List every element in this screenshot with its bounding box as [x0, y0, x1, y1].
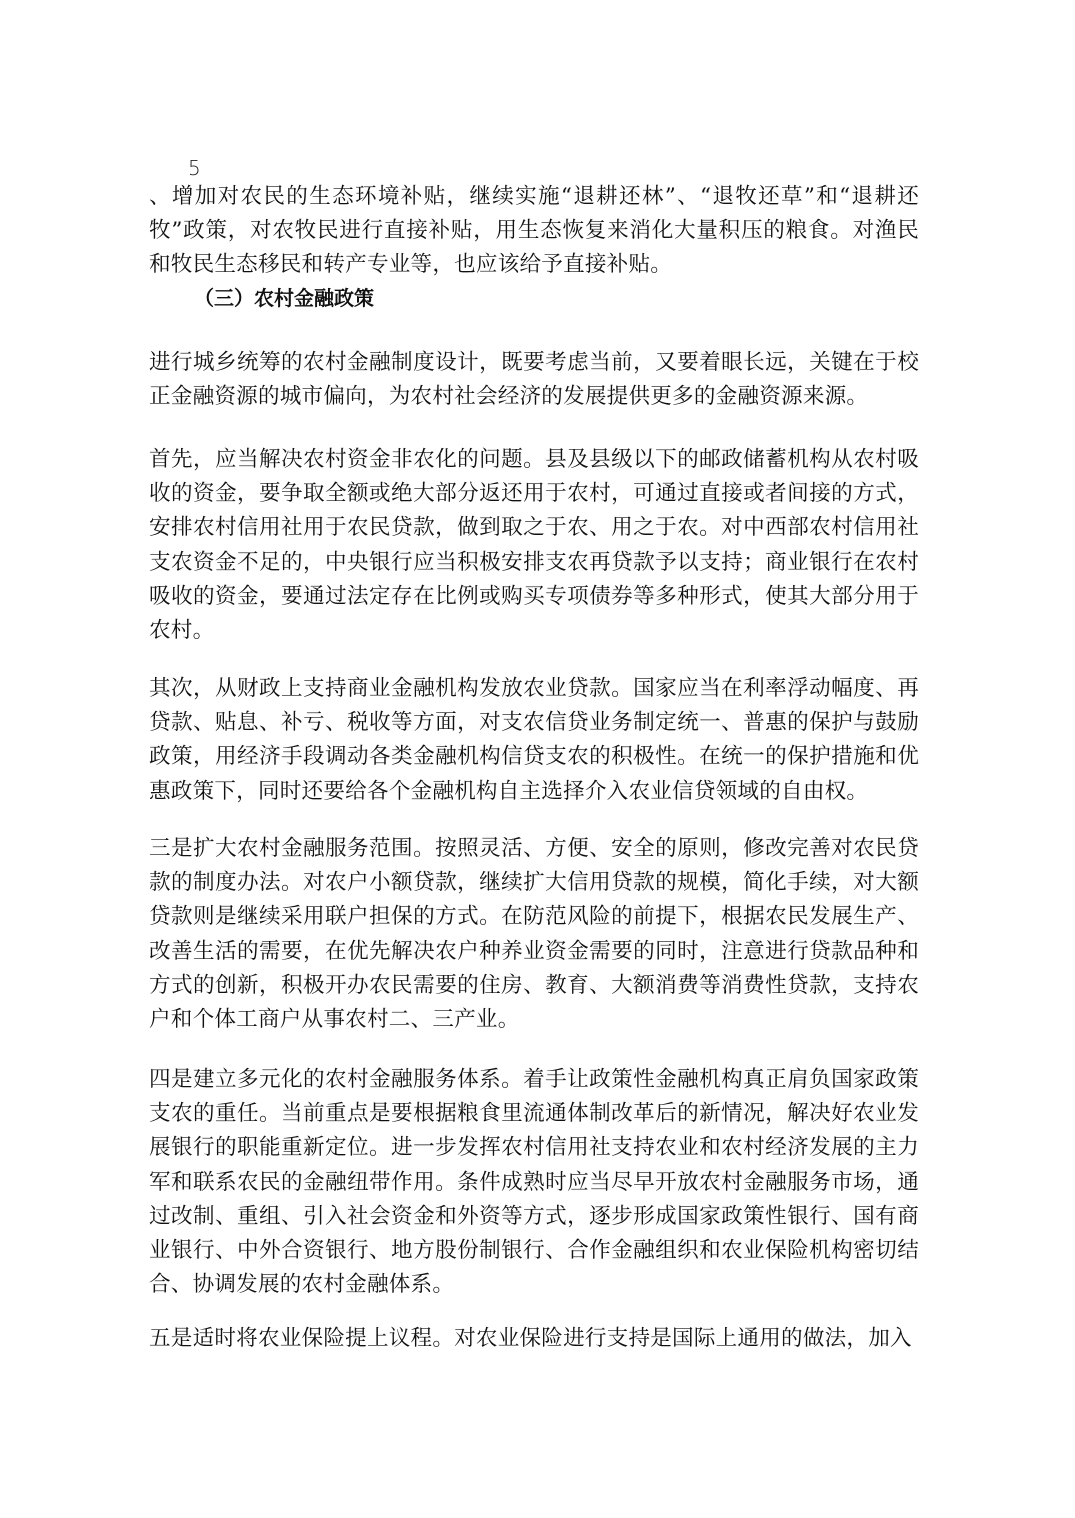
paragraph: 进行城乡统筹的农村金融制度设计，既要考虑当前，又要着眼长远，关键在于校正金融资源的城市偏向，为农村社会经济的发展提供更多的金融资源来源。 — [149, 350, 919, 410]
paragraph: 四是建立多元化的农村金融服务体系。着手让政策性金融机构真正肩负国家政策支农的重任。当前重点是要根据粮食里流通体制改革后的新情况，解决好农业发展银行的职能重新定位。进一步发挥农村信用社支持农业和农村经济发展的主力军和联系农民的金融纽带作用。条件成熟时应当尽早开放农村金融服务市场，通过改制、重组、引入社会资金和外资等方式，逐步形成国家政策性银行、国有商业银行、中外合资银行、地方股份制银行、合作金融组织和农业保险机构密切结合、协调发展的农村金融体系。 — [149, 1067, 919, 1298]
paragraph: 首先，应当解决农村资金非农化的问题。县及县级以下的邮政储蓄机构从农村吸收的资金，要争取全额或绝大部分返还用于农村，可通过直接或者间接的方式，安排农村信用社用于农民贷款，做到取之于农、用之于农。对中西部农村信用社支农资金不足的，中央银行应当积极安排支农再贷款予以支持；商业银行在农村吸收的资金，要通过法定存在比例或购买专项债券等多种形式，使其大部分用于农村。 — [149, 447, 919, 644]
paragraph: 其次，从财政上支持商业金融机构发放农业贷款。国家应当在利率浮动幅度、再贷款、贴息、补亏、税收等方面，对支农信贷业务制定统一、普惠的保护与鼓励政策，用经济手段调动各类金融机构信贷支农的积极性。在统一的保护措施和优惠政策下，同时还要给各个金融机构自主选择介入农业信贷领域的自由权。 — [149, 676, 919, 804]
paragraph: 三是扩大农村金融服务范围。按照灵活、方便、安全的原则，修改完善对农民贷款的制度办法。对农户小额贷款，继续扩大信用贷款的规模，简化手续，对大额贷款则是继续采用联户担保的方式。在防范风险的前提下，根据农民发展生产、改善生活的需要，在优先解决农户种养业资金需要的同时，注意进行贷款品种和方式的创新，积极开办农民需要的住房、教育、大额消费等消费性贷款，支持农户和个体工商户从事农村二、三产业。 — [149, 836, 919, 1033]
section-heading: （三）农村金融政策 — [194, 286, 374, 310]
page-number: 5 — [188, 156, 201, 180]
paragraph: 五是适时将农业保险提上议程。对农业保险进行支持是国际上通用的做法，加入 — [149, 1326, 912, 1351]
intro-paragraph: 、增加对农民的生态环境补贴，继续实施“退耕还林”、“退牧还草”和“退耕还牧”政策，对农牧民进行直接补贴，用生态恢复来消化大量积压的粮食。对渔民和牧民生态移民和转产专业等，也应该给予直接补贴。 — [149, 184, 919, 278]
